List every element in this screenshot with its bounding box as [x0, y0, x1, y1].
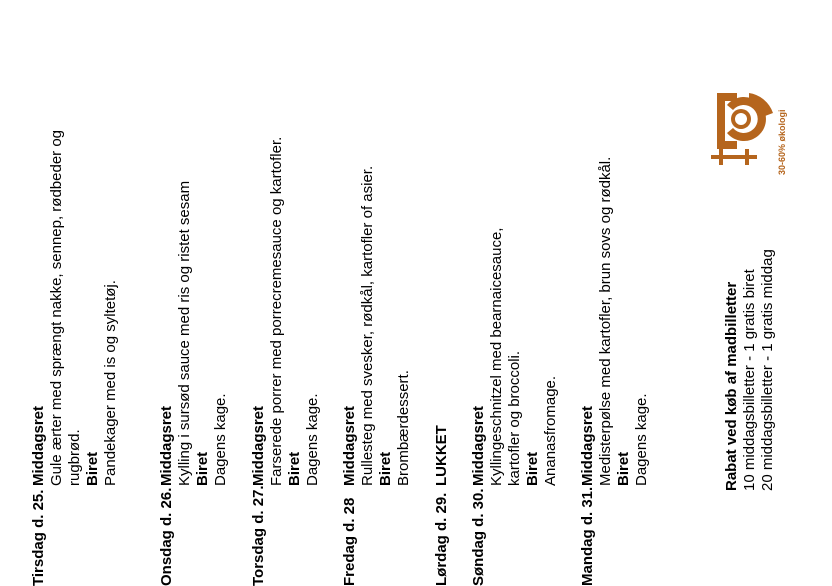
day-label: Tirsdag d. 25. — [30, 489, 47, 586]
logo-text: 30-60% økologi — [777, 109, 787, 175]
day-label: Lørdag d. 29. — [433, 492, 450, 586]
discount-line: 10 middagsbilletter - 1 gratis biret — [741, 269, 758, 491]
main-label: Middagsret — [250, 405, 267, 486]
side-label: Biret — [615, 451, 632, 486]
main-line: Kylling i sursød sauce med ris og ristet sesam — [176, 180, 193, 486]
organic-logo-icon — [705, 85, 795, 185]
main-line: Gule ærter med sprængt nakke, sennep, rødbeder og — [48, 129, 65, 486]
side-label: Biret — [377, 451, 394, 486]
day-label: Fredag d. 28 — [341, 497, 358, 586]
main-line: Kyllingeschnitzel med bearnaicesauce, — [488, 227, 505, 486]
day-label: Torsdag d. 27. — [250, 485, 267, 586]
day-label: Mandag d. 31. — [579, 486, 596, 586]
main-label: Middagsret — [470, 405, 487, 486]
main-line: Rullesteg med svesker, rødkål, kartofler of asier. — [359, 165, 376, 486]
side-dish: Dagens kage. — [212, 393, 229, 486]
side-dish: Pandekager med is og syltetøj. — [102, 280, 119, 486]
side-label: Biret — [286, 451, 303, 486]
main-label: Middagsret — [579, 405, 596, 486]
side-dish: Dagens kage. — [304, 393, 321, 486]
main-line: rugbrød. — [66, 429, 83, 486]
side-dish: Dagens kage. — [633, 393, 650, 486]
day-label: Onsdag d. 26. — [158, 487, 175, 586]
main-line: Farserede porrer med porrecremesauce og kartofler. — [268, 136, 285, 486]
organic-logo — [705, 85, 795, 185]
discount-title: Rabat ved køb af madbilletter — [723, 281, 740, 491]
day-label: Søndag d. 30. — [470, 488, 487, 586]
main-label: Middagsret — [30, 405, 47, 486]
main-label: Middagsret — [341, 405, 358, 486]
discount-line: 20 middagsbilletter - 1 gratis middag — [759, 249, 776, 491]
main-line: Medisterpølse med kartofler, brun sovs og rødkål. — [597, 156, 614, 486]
main-line: kartofler og broccoli. — [506, 350, 523, 486]
side-label: Biret — [524, 451, 541, 486]
main-label: Middagsret — [158, 405, 175, 486]
side-label: Biret — [194, 451, 211, 486]
side-label: Biret — [84, 451, 101, 486]
side-dish: Ananasfromage. — [542, 375, 559, 486]
closed-label: LUKKET — [433, 425, 450, 486]
side-dish: Brombærdessert. — [395, 370, 412, 486]
